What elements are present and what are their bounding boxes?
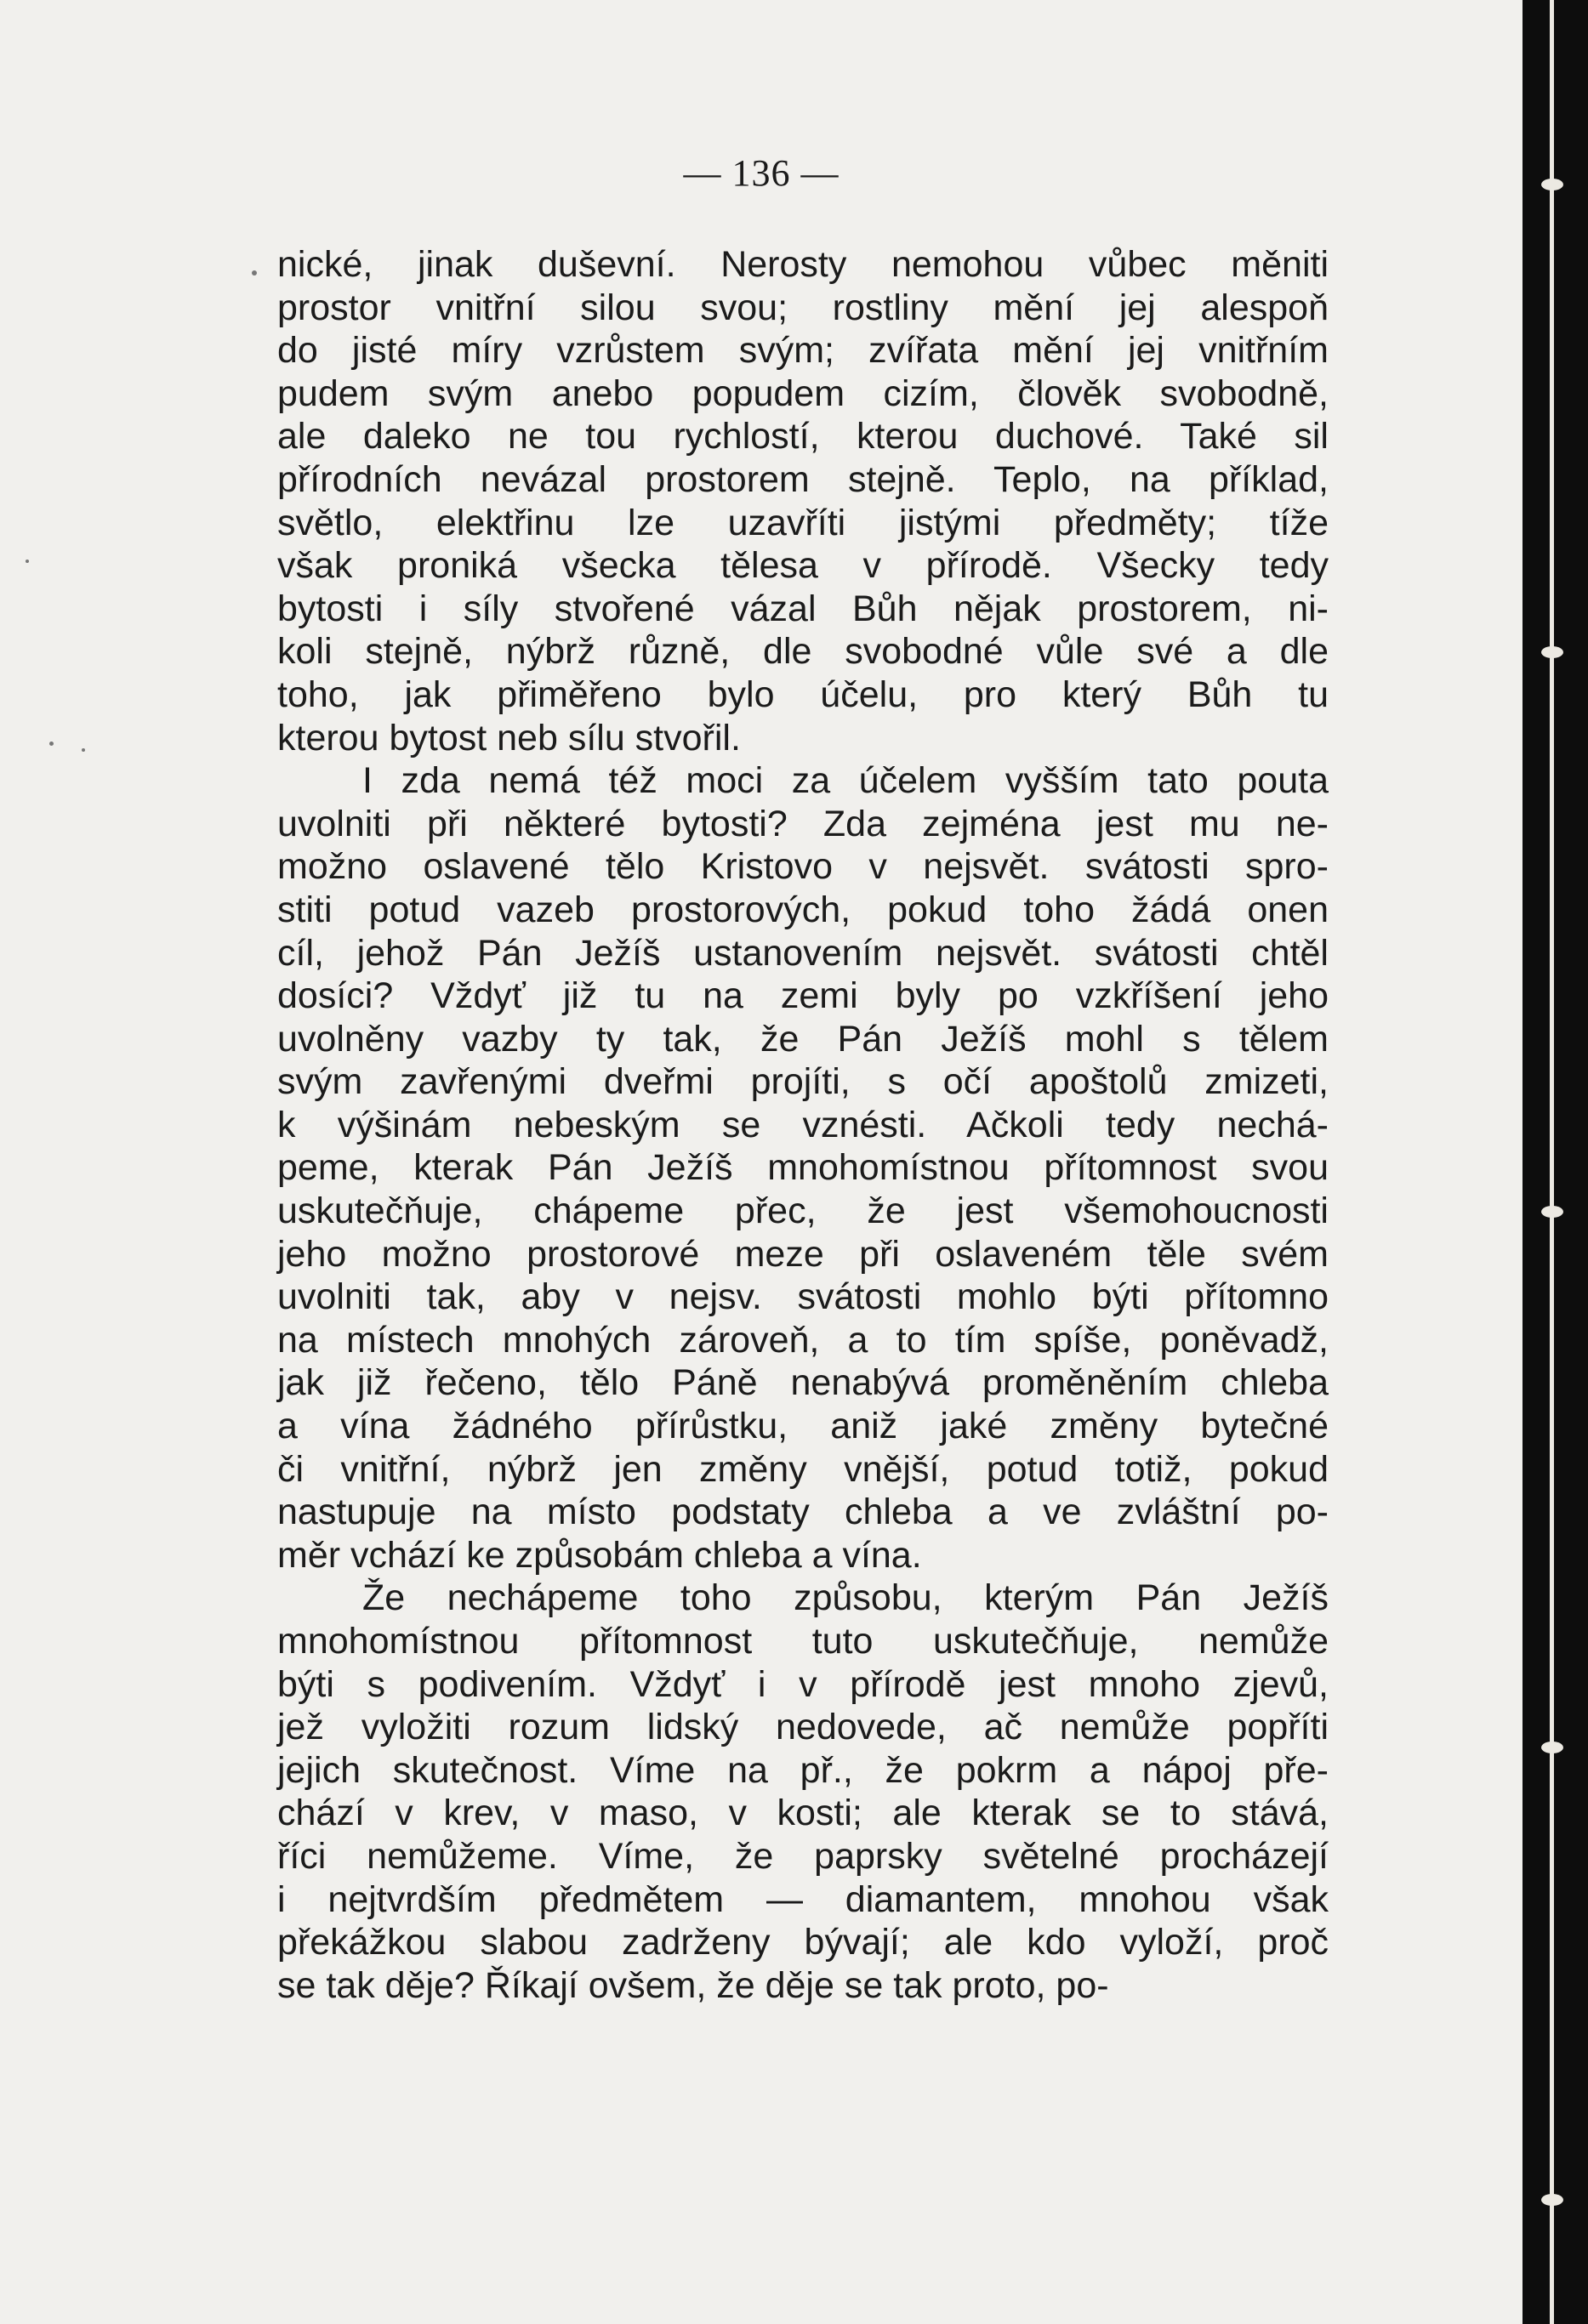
text-line: jejich skutečnost. Víme na př., že pokrm a nápoj pře- <box>277 1749 1329 1791</box>
scan-speck <box>49 742 54 746</box>
text-line: se tak děje? Říkají ovšem, že děje se tak proto, po- <box>277 1964 1109 2006</box>
text-line: říci nemůžeme. Víme, že paprsky světelné procházejí <box>277 1835 1329 1877</box>
text-line: kterou bytost neb sílu stvořil. <box>277 717 741 759</box>
scan-edge-mark <box>1541 179 1563 190</box>
text-line: uvolněny vazby ty tak, že Pán Ježíš mohl s tělem <box>277 1018 1329 1060</box>
text-line: nické, jinak duševní. Nerosty nemohou vůbec měniti <box>277 244 1329 285</box>
text-line: koli stejně, nýbrž různě, dle svobodné vůle své a dle <box>277 631 1329 673</box>
text-line: chází v krev, v maso, v kosti; ale kterak se to stává, <box>277 1793 1329 1834</box>
text-line: přírodních nevázal prostorem stejně. Teplo, na příklad, <box>277 458 1329 500</box>
text-line: býti s podivením. Vždyť i v přírodě jest mnoho zjevů, <box>277 1663 1329 1705</box>
text-line: I zda nemá též moci za účelem vyšším tato pouta <box>362 760 1329 802</box>
text-line: Že nechápeme toho způsobu, kterým Pán Ježíš <box>362 1577 1329 1619</box>
text-line: mnohomístnou přítomnost tuto uskutečňuje, nemůže <box>277 1621 1329 1662</box>
text-line: či vnitřní, nýbrž jen změny vnější, potud totiž, pokud <box>277 1448 1329 1490</box>
scan-edge-mark <box>1541 1206 1563 1218</box>
text-line: uvolniti tak, aby v nejsv. svátosti mohlo býti přítomno <box>277 1276 1329 1318</box>
scan-edge <box>1523 0 1588 2324</box>
scan-edge-mark <box>1541 646 1563 658</box>
text-line: a vína žádného přírůstku, aniž jaké změny bytečné <box>277 1406 1329 1447</box>
text-line: toho, jak přiměřeno bylo účelu, pro který Bůh tu <box>277 673 1329 715</box>
text-line: cíl, jehož Pán Ježíš ustanovením nejsvět. svátosti chtěl <box>277 932 1329 974</box>
text-line: nastupuje na místo podstaty chleba a ve zvláštní po- <box>277 1492 1329 1533</box>
page-body <box>277 243 1329 2007</box>
text-line: jeho možno prostorové meze při oslaveném těle svém <box>277 1233 1329 1275</box>
text-line: pudem svým anebo popudem cizím, člověk svobodně, <box>277 372 1329 414</box>
text-line: prostor vnitřní silou svou; rostliny mění jej alespoň <box>277 287 1329 328</box>
scan-speck <box>26 560 29 563</box>
text-line: světlo, elektřinu lze uzavříti jistými předměty; tíže <box>277 502 1329 543</box>
text-line: jež vyložiti rozum lidský nedovede, ač nemůže popříti <box>277 1707 1329 1748</box>
text-line: na místech mnohých zároveň, a to tím spíše, poněvadž, <box>277 1319 1329 1361</box>
text-line: možno oslavené tělo Kristovo v nejsvět. svátosti spro- <box>277 846 1329 888</box>
text-line: do jisté míry vzrůstem svým; zvířata mění jej vnitřním <box>277 330 1329 372</box>
text-line: dosíci? Vždyť již tu na zemi byly po vzkříšení jeho <box>277 975 1329 1017</box>
text-line: měr vchází ke způsobám chleba a vína. <box>277 1534 922 1576</box>
scan-edge-mark <box>1541 1742 1563 1753</box>
scan-edge-mark <box>1541 2194 1563 2206</box>
text-line: však proniká všecka tělesa v přírodě. Všecky tedy <box>277 545 1329 587</box>
text-line: i nejtvrdším předmětem — diamantem, mnohou však <box>277 1878 1329 1920</box>
scan-edge-line <box>1550 0 1554 2324</box>
text-line: svým zavřenými dveřmi projíti, s očí apoštolů zmizeti, <box>277 1061 1329 1103</box>
scan-speck <box>252 270 257 276</box>
text-line: jak již řečeno, tělo Páně nenabývá proměněním chleba <box>277 1362 1329 1404</box>
text-line: uvolniti při některé bytosti? Zda zejména jest mu ne- <box>277 803 1329 844</box>
text-line: peme, kterak Pán Ježíš mnohomístnou přítomnost svou <box>277 1147 1329 1189</box>
text-line: překážkou slabou zadrženy bývají; ale kdo vyloží, proč <box>277 1922 1329 1963</box>
text-line: ale daleko ne tou rychlostí, kterou duchové. Také sil <box>277 416 1329 457</box>
page-number: — 136 — <box>683 152 840 194</box>
text-line: uskutečňuje, chápeme přec, že jest všemohoucnosti <box>277 1190 1329 1232</box>
scan-speck <box>82 748 85 752</box>
text-line: bytosti i síly stvořené vázal Bůh nějak prostorem, ni- <box>277 588 1329 629</box>
text-line: k výšinám nebeským se vznésti. Ačkoli tedy nechá- <box>277 1104 1329 1145</box>
text-line: stiti potud vazeb prostorových, pokud toho žádá onen <box>277 889 1329 930</box>
